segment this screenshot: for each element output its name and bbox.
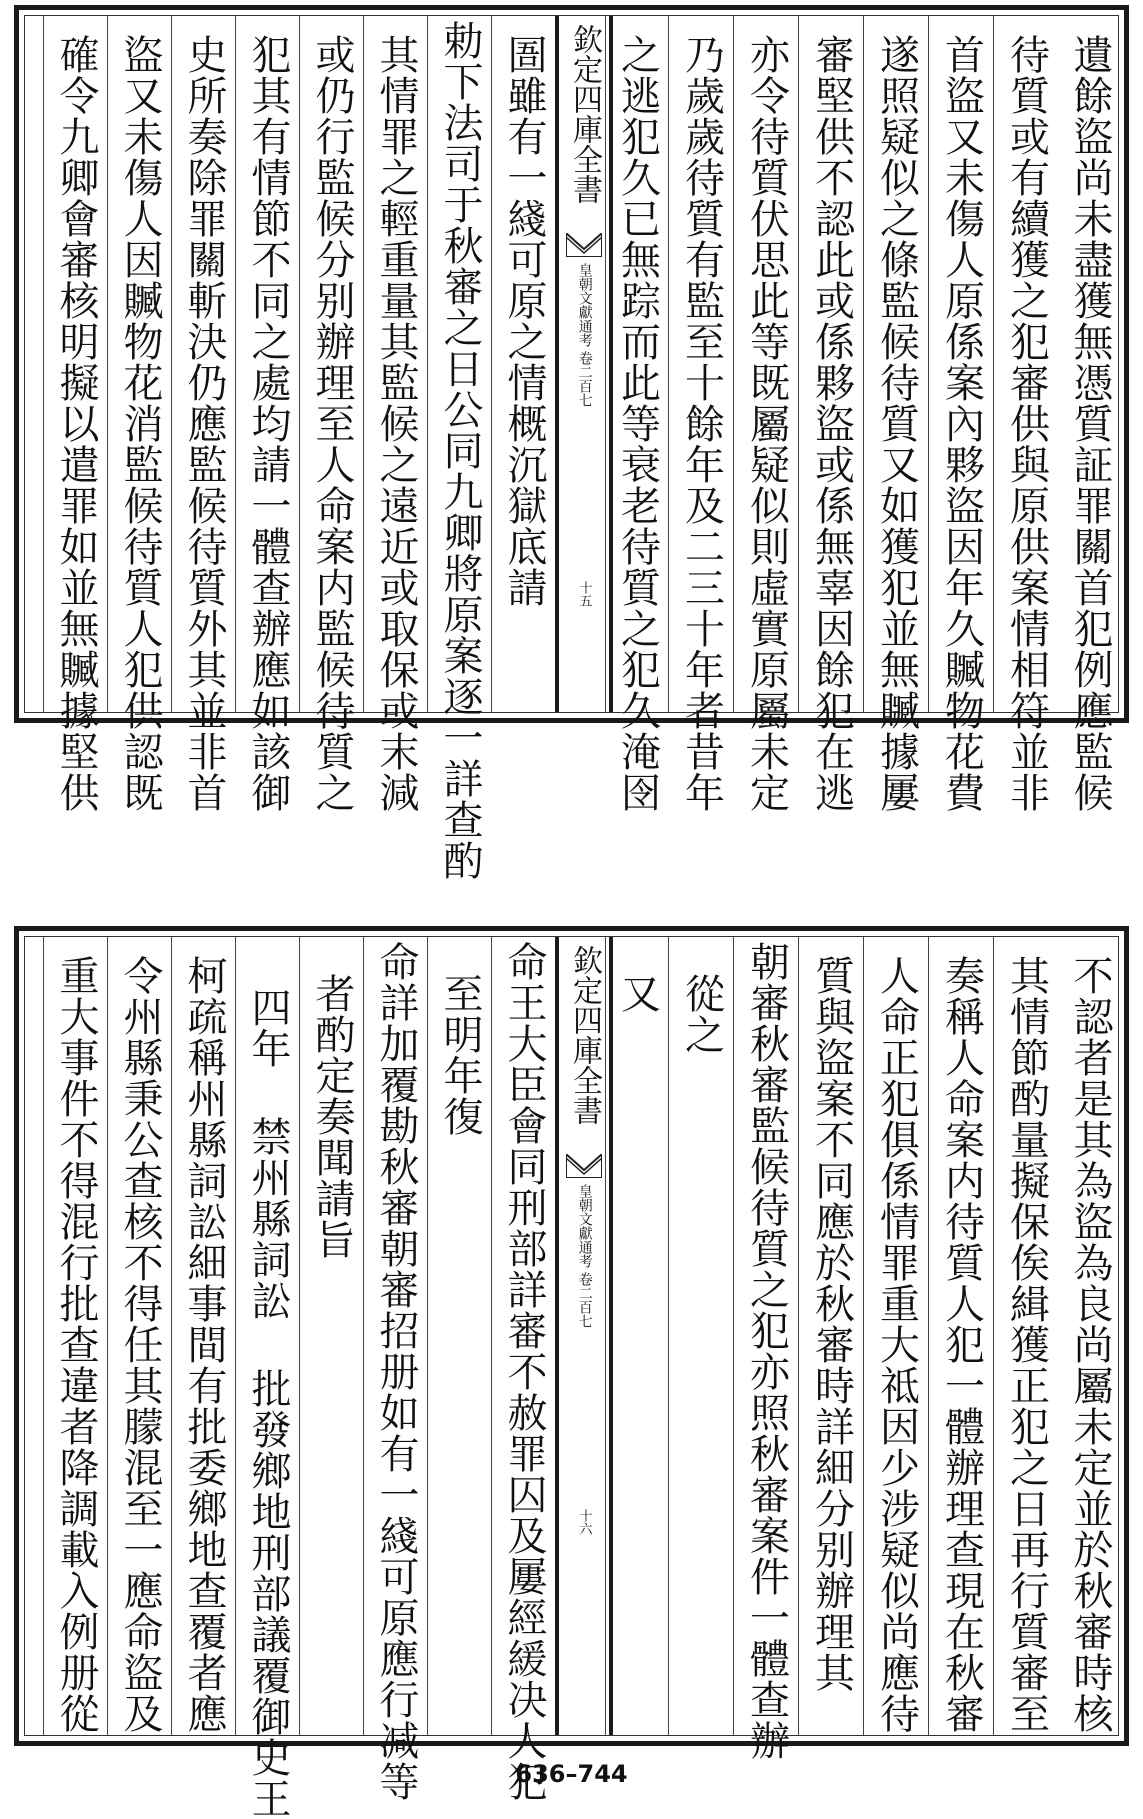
- column-text: 乃歲歲待質有監至十餘年及二三十年者昔年: [678, 34, 725, 813]
- text-column: [107, 937, 172, 1735]
- volume-number: 卷二百七: [576, 1272, 593, 1328]
- column-text: 史所奏除罪關斬決仍應監候待質外其並非首: [181, 34, 227, 813]
- text-column: [733, 16, 799, 813]
- text-column: [798, 16, 864, 813]
- column-text: 人命正犯俱係情罪重大祗因少涉疑似尚應待: [873, 955, 920, 1734]
- work-title: 皇朝文獻通考: [576, 1184, 593, 1268]
- text-column: [43, 16, 108, 813]
- fish-tail-mark-icon: [566, 233, 602, 257]
- text-column: [993, 16, 1059, 813]
- text-column: [235, 16, 300, 813]
- column-text: 遂照疑似之條監候待質又如獲犯並無贓據屢: [873, 34, 920, 813]
- text-column: [491, 937, 556, 1802]
- column-text: 亦令待質伏思此等既屬疑似則虛實原屬未定: [743, 34, 790, 813]
- column-text: 其情節酌量擬保俟緝獲正犯之日再行質審至: [1003, 955, 1050, 1734]
- column-text: 審堅供不認此或係夥盜或係無辜因餘犯在逃: [808, 34, 855, 813]
- column-text: 命詳加覆勘秋審朝審招册如有一綫可原應行减等: [373, 941, 419, 1802]
- column-text: 朝審秋審監候待質之犯亦照秋審案件一體查辦: [743, 941, 790, 1761]
- column-text: 其情罪之輕重量其監候之遠近或取保或末減: [373, 34, 419, 813]
- column-text: 首盜又未傷人原係案內夥盜因年久贓物花費: [938, 34, 985, 813]
- text-column: [993, 937, 1059, 1735]
- text-column: [928, 937, 994, 1735]
- center-margin: [555, 937, 613, 1735]
- text-column: [863, 16, 929, 813]
- text-column: [668, 937, 734, 1735]
- book-title: 欽定四庫全書: [567, 945, 602, 1125]
- text-column: [43, 937, 108, 1735]
- text-column: [171, 16, 236, 813]
- column-text: 圄雖有一綫可原之情概沉獄底請: [501, 34, 547, 608]
- column-text: 確令九卿會審核明擬以遣罪如並無贓據堅供: [53, 34, 99, 813]
- text-column: [798, 937, 864, 1735]
- center-margin: [555, 16, 613, 712]
- column-text: 命王大臣會同刑部詳審不赦罪囚及屢經緩决人犯: [501, 941, 547, 1802]
- column-text: 遺餘盜尚未盡獲無憑質証罪關首犯例應監候: [1067, 34, 1113, 813]
- column-text: 奏稱人命案内待質人犯一體辦理查現在秋審: [938, 955, 985, 1734]
- text-column: [363, 16, 428, 813]
- folio-number: 十五: [576, 581, 592, 607]
- column-text: 至明年復: [437, 973, 483, 1137]
- column-text: 質與盜案不同應於秋審時詳細分别辦理其: [808, 955, 855, 1693]
- text-column: [107, 16, 172, 813]
- column-text: 令州縣秉公查核不得任其朦混至一應命盜及: [117, 955, 163, 1734]
- folio-number: 十六: [576, 1509, 592, 1535]
- text-column: [427, 16, 492, 881]
- text-column: [733, 937, 799, 1761]
- text-column: [605, 937, 669, 1735]
- column-text: 又: [614, 973, 661, 1014]
- page-reference: 636–744: [515, 1760, 628, 1788]
- text-column: [1058, 16, 1122, 813]
- column-text: 或仍行監候分别辦理至人命案内監候待質之: [309, 34, 355, 813]
- column-text: 從之: [678, 973, 725, 1055]
- volume-number: 卷二百七: [576, 351, 593, 407]
- text-column: [668, 16, 734, 813]
- column-text: 者酌定奏聞請旨: [309, 973, 355, 1260]
- column-text: 不認者是其為盜為良尚屬未定並於秋審時核: [1067, 955, 1113, 1734]
- top-page-frame: [24, 15, 1119, 881]
- column-text: 之逃犯久已無踪而此等衰老待質之犯久淹囹: [614, 34, 661, 813]
- column-text: 犯其有情節不同之處均請一體查辦應如該御: [245, 34, 291, 813]
- column-text: 勅下法司于秋審之日公同九卿將原案逐一詳查酌: [437, 20, 483, 881]
- text-column: [491, 16, 556, 712]
- text-column: [863, 937, 929, 1735]
- column-text: 重大事件不得混行批查違者降調載入例册從: [53, 955, 99, 1734]
- column-text: 四年 禁州縣詞訟 批發鄉地刑部議覆御史王: [245, 987, 291, 1819]
- column-text: 柯疏稱州縣詞訟細事間有批委鄉地查覆者應: [181, 955, 227, 1734]
- book-title: 欽定四庫全書: [567, 24, 602, 204]
- column-text: 盜又未傷人因贓物花消監候待質人犯供認既: [117, 34, 163, 813]
- text-column: [427, 937, 492, 1735]
- text-column: [235, 937, 300, 1819]
- text-column: [363, 937, 428, 1802]
- text-column: [299, 937, 364, 1735]
- top-page: [14, 5, 1129, 881]
- text-column: [605, 16, 669, 813]
- text-column: [299, 16, 364, 813]
- fish-tail-mark-icon: [566, 1154, 602, 1178]
- text-column: [171, 937, 236, 1735]
- work-title: 皇朝文獻通考: [576, 263, 593, 347]
- column-text: 待質或有續獲之犯審供與原供案情相符並非: [1003, 34, 1050, 813]
- text-column: [928, 16, 994, 813]
- text-column: [1058, 937, 1122, 1735]
